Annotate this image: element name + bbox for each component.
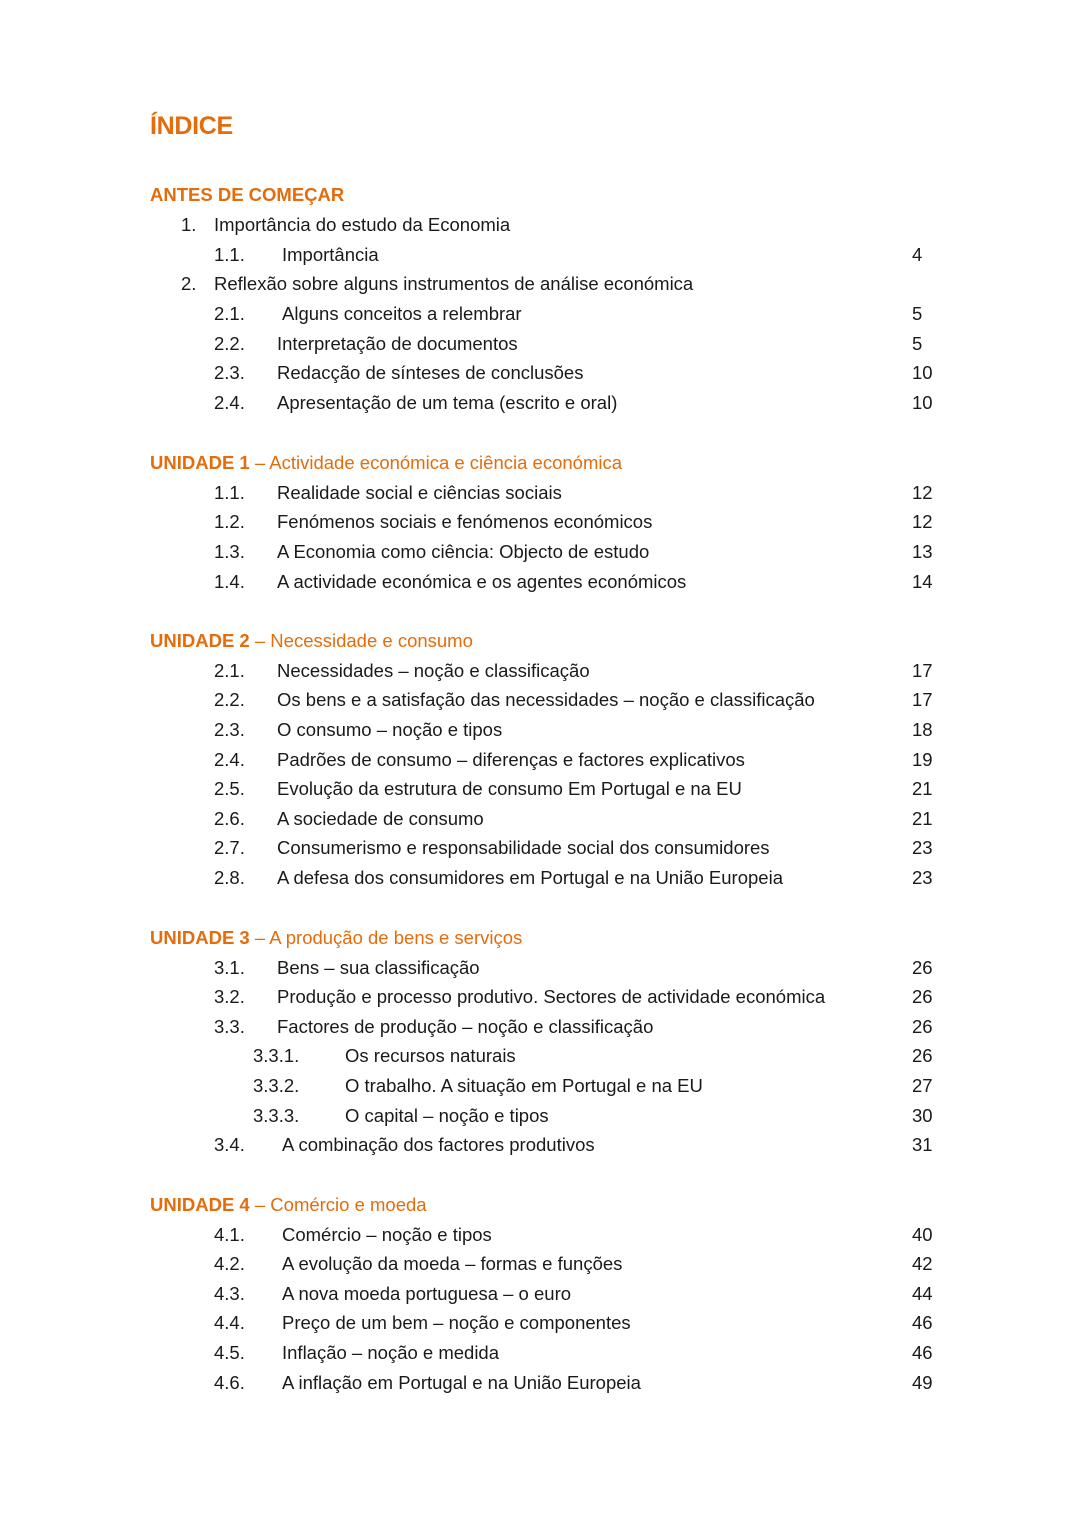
entry-number: 3.3.	[214, 1016, 245, 1037]
entry-page: 23	[912, 837, 933, 858]
entry-text: Evolução da estrutura de consumo Em Portugal e na EU	[277, 778, 742, 799]
entry-text: Comércio – noção e tipos	[282, 1224, 492, 1245]
toc-entry[interactable]	[0, 567, 1080, 597]
page-title: ÍNDICE	[150, 112, 233, 140]
section-heading	[150, 626, 473, 656]
section-heading-dash: –	[249, 927, 270, 948]
entry-text: A defesa dos consumidores em Portugal e na União Europeia	[277, 867, 783, 888]
entry-number: 3.3.1.	[253, 1045, 300, 1066]
entry-page: 18	[912, 719, 933, 740]
entry-page: 5	[912, 333, 923, 354]
section-heading	[150, 1190, 427, 1220]
entry-text: Inflação – noção e medida	[282, 1342, 500, 1363]
toc-entry[interactable]	[0, 358, 1080, 388]
toc-entry[interactable]	[0, 863, 1080, 893]
toc-entry[interactable]	[0, 833, 1080, 863]
entry-text: Alguns conceitos a relembrar	[282, 303, 522, 324]
entry-text: Interpretação de documentos	[277, 333, 518, 354]
toc-entry[interactable]	[0, 1308, 1080, 1338]
entry-page: 10	[912, 362, 933, 383]
entry-text: Os bens e a satisfação das necessidades – noção e classificação	[277, 689, 815, 710]
entry-number: 1.4.	[214, 571, 245, 592]
entry-page: 26	[912, 1045, 933, 1066]
entry-text: Importância	[282, 244, 379, 265]
entry-page: 21	[912, 778, 933, 799]
toc-entry[interactable]	[0, 329, 1080, 359]
entry-number: 2.5.	[214, 778, 245, 799]
entry-page: 26	[912, 1016, 933, 1037]
toc-entry[interactable]	[0, 745, 1080, 775]
toc-entry[interactable]	[0, 953, 1080, 983]
entry-page: 14	[912, 571, 933, 592]
entry-text: Preço de um bem – noção e componentes	[282, 1312, 631, 1333]
toc-entry[interactable]	[0, 537, 1080, 567]
section-heading-title: A produção de bens e serviços	[269, 927, 523, 948]
toc-entry[interactable]	[0, 240, 1080, 270]
entry-number: 4.2.	[214, 1253, 245, 1274]
entry-page: 13	[912, 541, 933, 562]
entry-text: Realidade social e ciências sociais	[277, 482, 562, 503]
entry-text: Redacção de sínteses de conclusões	[277, 362, 584, 383]
entry-page: 21	[912, 808, 933, 829]
entry-page: 12	[912, 511, 933, 532]
entry-text: Necessidades – noção e classificação	[277, 660, 590, 681]
entry-number: 4.5.	[214, 1342, 245, 1363]
entry-text: A inflação em Portugal e na União Europeia	[282, 1372, 641, 1393]
entry-text: Padrões de consumo – diferenças e factores explicativos	[277, 749, 745, 770]
toc-entry[interactable]	[0, 1130, 1080, 1160]
entry-page: 46	[912, 1312, 933, 1333]
toc-entry[interactable]	[0, 1101, 1080, 1131]
section-heading-dash: –	[249, 1194, 271, 1215]
toc-entry[interactable]	[0, 1279, 1080, 1309]
entry-text: Consumerismo e responsabilidade social dos consumidores	[277, 837, 770, 858]
entry-text: A Economia como ciência: Objecto de estudo	[277, 541, 650, 562]
toc-entry[interactable]	[0, 804, 1080, 834]
entry-page: 4	[912, 244, 923, 265]
section-heading-title: Necessidade e consumo	[270, 630, 473, 651]
toc-entry[interactable]	[0, 685, 1080, 715]
entry-page: 30	[912, 1105, 933, 1126]
section-heading	[150, 923, 522, 953]
entry-text: O trabalho. A situação em Portugal e na EU	[345, 1075, 703, 1096]
entry-page: 26	[912, 986, 933, 1007]
entry-page: 49	[912, 1372, 933, 1393]
entry-number: 2.	[181, 273, 197, 294]
entry-number: 1.	[181, 214, 197, 235]
entry-text: Apresentação de um tema (escrito e oral)	[277, 392, 618, 413]
toc-entry[interactable]	[0, 982, 1080, 1012]
entry-number: 3.3.3.	[253, 1105, 300, 1126]
entry-text: Reflexão sobre alguns instrumentos de análise económica	[214, 273, 694, 294]
toc-entry[interactable]	[0, 1220, 1080, 1250]
entry-page: 5	[912, 303, 923, 324]
entry-page: 40	[912, 1224, 933, 1245]
section-heading-dash: –	[249, 630, 271, 651]
section-heading-label: UNIDADE 4	[150, 1194, 250, 1215]
section-heading-title: Actividade económica e ciência económica	[269, 452, 623, 473]
entry-number: 3.1.	[214, 957, 245, 978]
entry-text: Os recursos naturais	[345, 1045, 516, 1066]
entry-number: 4.3.	[214, 1283, 245, 1304]
toc-entry[interactable]	[0, 269, 1080, 299]
entry-page: 26	[912, 957, 933, 978]
entry-text: Importância do estudo da Economia	[214, 214, 511, 235]
toc-entry[interactable]	[0, 1338, 1080, 1368]
entry-number: 2.1.	[214, 660, 245, 681]
toc-entry[interactable]	[0, 388, 1080, 418]
entry-page: 42	[912, 1253, 933, 1274]
entry-number: 1.3.	[214, 541, 245, 562]
entry-number: 1.2.	[214, 511, 245, 532]
section-heading-title: Comércio e moeda	[270, 1194, 427, 1215]
toc-entry[interactable]	[0, 715, 1080, 745]
entry-page: 17	[912, 660, 933, 681]
entry-text: O consumo – noção e tipos	[277, 719, 503, 740]
entry-number: 2.3.	[214, 362, 245, 383]
section-heading	[150, 180, 344, 210]
entry-text: Factores de produção – noção e classificação	[277, 1016, 654, 1037]
entry-page: 10	[912, 392, 933, 413]
entry-number: 3.3.2.	[253, 1075, 300, 1096]
toc-entry[interactable]	[0, 299, 1080, 329]
entry-text: Bens – sua classificação	[277, 957, 480, 978]
entry-number: 3.4.	[214, 1134, 245, 1155]
entry-number: 2.7.	[214, 837, 245, 858]
section-heading-dash: –	[249, 452, 270, 473]
entry-number: 2.2.	[214, 689, 245, 710]
toc-entry[interactable]	[0, 1041, 1080, 1071]
entry-page: 27	[912, 1075, 933, 1096]
section-heading-label: UNIDADE 3	[150, 927, 250, 948]
toc-entry[interactable]	[0, 1071, 1080, 1101]
entry-number: 1.1.	[214, 244, 245, 265]
entry-text: A evolução da moeda – formas e funções	[282, 1253, 623, 1274]
entry-text: A sociedade de consumo	[277, 808, 484, 829]
toc-entry[interactable]	[0, 656, 1080, 686]
entry-number: 2.2.	[214, 333, 245, 354]
entry-number: 2.3.	[214, 719, 245, 740]
entry-number: 2.6.	[214, 808, 245, 829]
entry-text: A combinação dos factores produtivos	[282, 1134, 595, 1155]
entry-number: 4.6.	[214, 1372, 245, 1393]
entry-page: 46	[912, 1342, 933, 1363]
entry-number: 4.4.	[214, 1312, 245, 1333]
entry-number: 2.8.	[214, 867, 245, 888]
entry-text: A actividade económica e os agentes económicos	[277, 571, 687, 592]
entry-number: 2.4.	[214, 392, 245, 413]
entry-page: 12	[912, 482, 933, 503]
entry-page: 23	[912, 867, 933, 888]
entry-text: Produção e processo produtivo. Sectores de actividade económica	[277, 986, 826, 1007]
entry-page: 44	[912, 1283, 933, 1304]
entry-page: 17	[912, 689, 933, 710]
entry-number: 2.4.	[214, 749, 245, 770]
section-heading-label: ANTES DE COMEÇAR	[150, 184, 345, 205]
toc-entry[interactable]	[0, 507, 1080, 537]
section-heading-label: UNIDADE 2	[150, 630, 250, 651]
toc-entry[interactable]	[0, 210, 1080, 240]
entry-number: 3.2.	[214, 986, 245, 1007]
entry-text: A nova moeda portuguesa – o euro	[282, 1283, 572, 1304]
entry-number: 1.1.	[214, 482, 245, 503]
entry-page: 31	[912, 1134, 933, 1155]
toc-entry[interactable]	[0, 774, 1080, 804]
toc-entry[interactable]	[0, 1368, 1080, 1398]
toc-entry[interactable]	[0, 1249, 1080, 1279]
section-heading-label: UNIDADE 1	[150, 452, 250, 473]
entry-number: 4.1.	[214, 1224, 245, 1245]
entry-number: 2.1.	[214, 303, 245, 324]
toc-entry[interactable]	[0, 1012, 1080, 1042]
entry-page: 19	[912, 749, 933, 770]
entry-text: Fenómenos sociais e fenómenos económicos	[277, 511, 653, 532]
entry-text: O capital – noção e tipos	[345, 1105, 549, 1126]
section-heading	[150, 448, 622, 478]
toc-entry[interactable]	[0, 478, 1080, 508]
